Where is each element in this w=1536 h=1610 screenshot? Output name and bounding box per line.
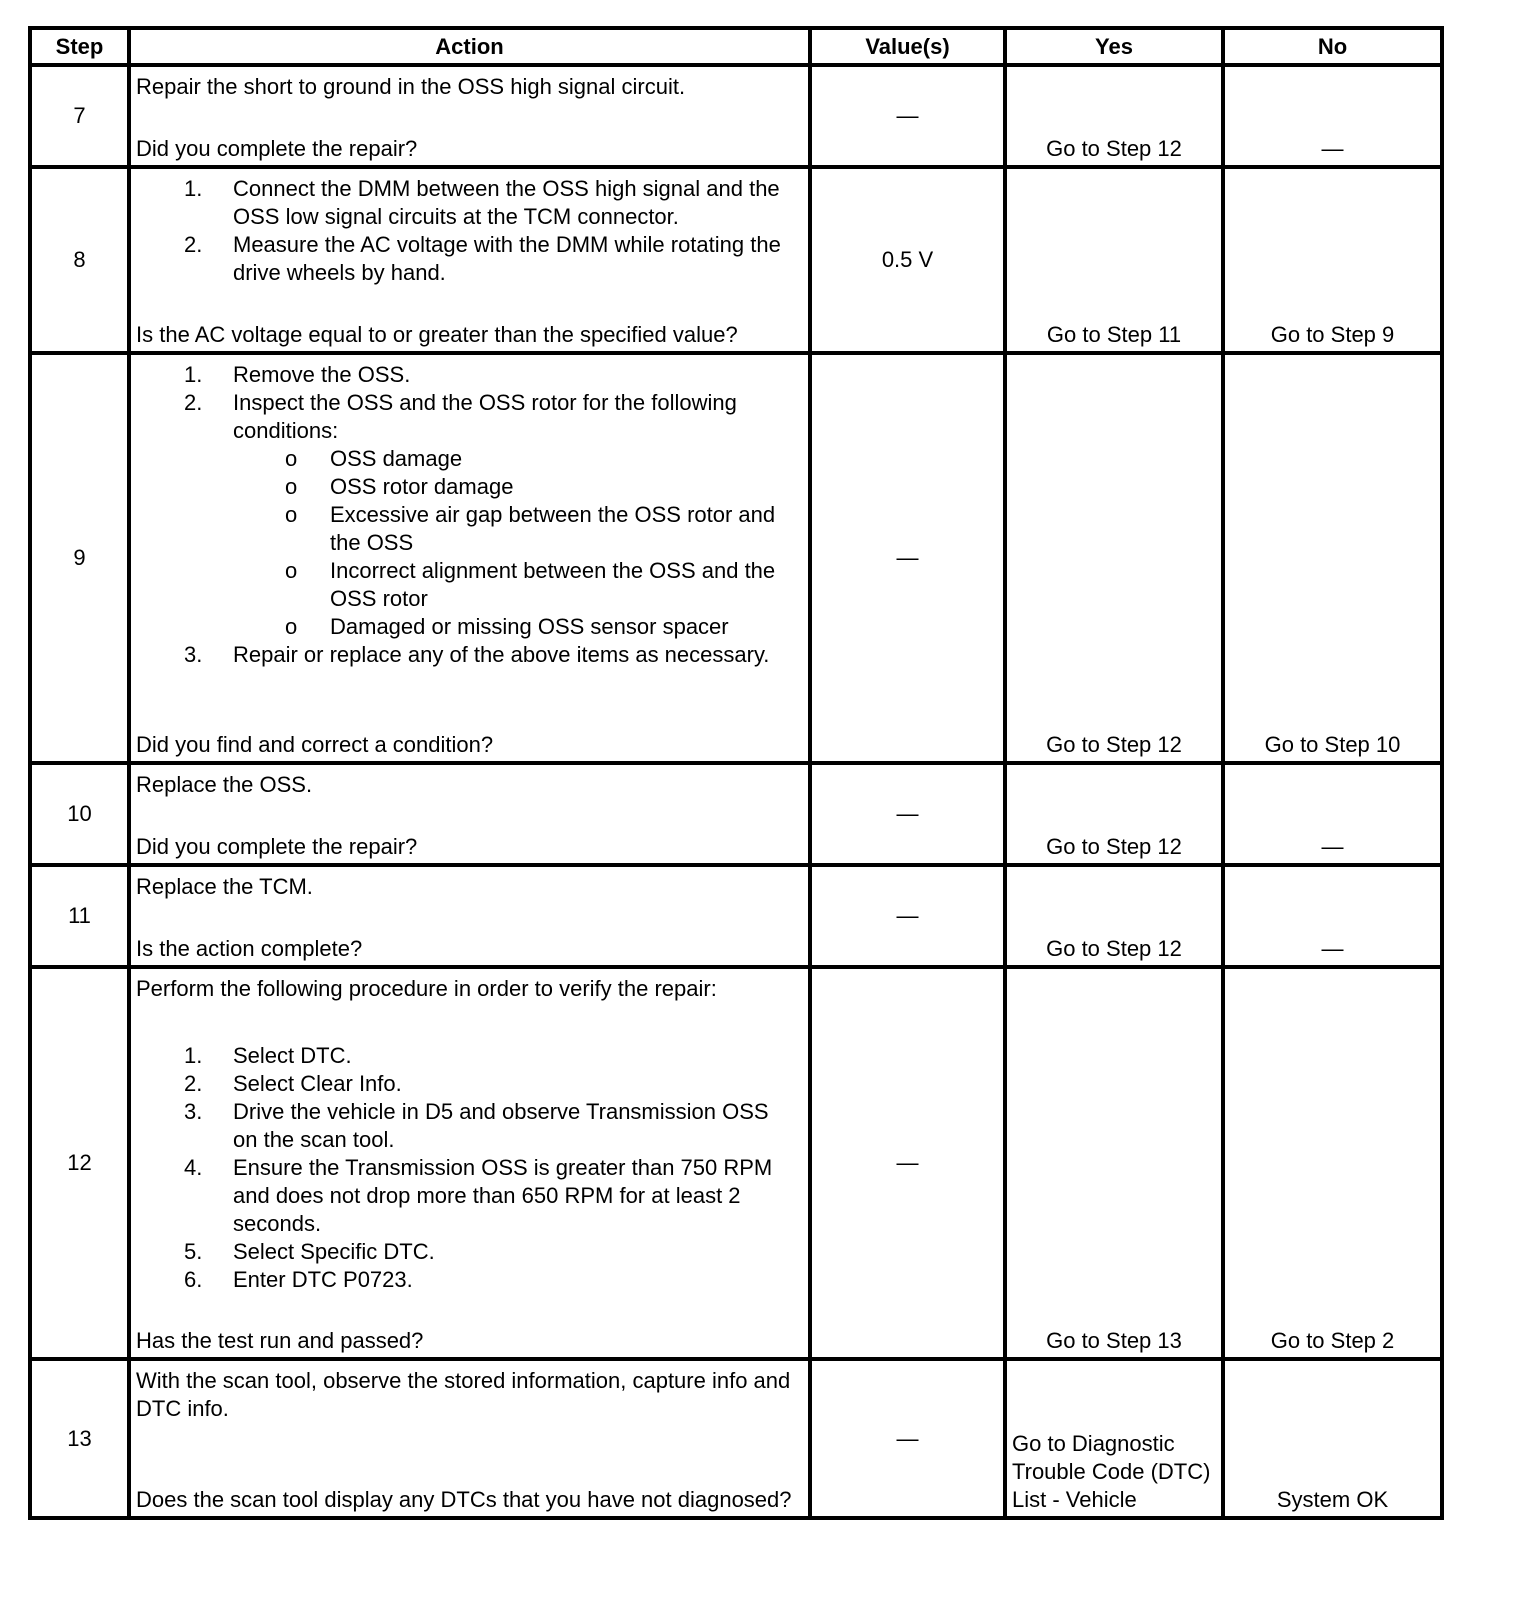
action-body [136, 73, 804, 101]
step-text: Repair or replace any of the above items as necessary. [233, 642, 770, 667]
step-index: 3. [184, 1099, 203, 1124]
step-text: Measure the AC voltage with the DMM while rotating the drive wheels by hand. [233, 232, 781, 285]
action-intro: Repair the short to ground in the OSS high signal circuit. [136, 74, 686, 99]
action-cell [129, 353, 810, 763]
procedure-step [136, 1238, 804, 1266]
table-row [30, 167, 1442, 353]
action-question: Did you find and correct a condition? [136, 732, 494, 757]
action-question: Has the test run and passed? [136, 1328, 424, 1353]
yes-result: Go to Step 12 [1005, 65, 1223, 167]
step-index: 1. [184, 362, 203, 387]
table-row [30, 967, 1442, 1359]
step-text: Enter DTC P0723. [233, 1267, 413, 1292]
action-content [136, 1367, 804, 1514]
action-content [136, 73, 804, 163]
step-index: 1. [184, 176, 203, 201]
step-text: Drive the vehicle in D5 and observe Transmission OSS on the scan tool. [233, 1099, 769, 1152]
action-cell [129, 865, 810, 967]
table-row [30, 865, 1442, 967]
action-content [136, 975, 804, 1355]
action-cell [129, 763, 810, 865]
table-row [30, 353, 1442, 763]
yes-result: Go to Step 13 [1005, 967, 1223, 1359]
procedure-step [136, 641, 804, 669]
procedure-step [136, 1070, 804, 1098]
action-body [136, 175, 804, 287]
header-row [30, 28, 1442, 65]
action-intro: Perform the following procedure in order to verify the repair: [136, 976, 717, 1001]
procedure-list [136, 1042, 804, 1294]
no-result: Go to Step 2 [1223, 967, 1442, 1359]
step-index: 5. [184, 1239, 203, 1264]
step-text: Inspect the OSS and the OSS rotor for the following conditions: [233, 390, 737, 443]
step-index: 2. [184, 232, 203, 257]
action-body [136, 1367, 804, 1423]
yes-result: Go to Step 12 [1005, 763, 1223, 865]
procedure-step [136, 1042, 804, 1070]
procedure-step [136, 389, 804, 641]
action-content [136, 771, 804, 861]
action-body [136, 771, 804, 799]
bullet-icon: o [285, 474, 298, 499]
condition-list [233, 445, 798, 641]
action-cell [129, 65, 810, 167]
action-question: Is the AC voltage equal to or greater than the specified value? [136, 322, 738, 347]
header-action: Action [129, 28, 810, 65]
value-cell: — [810, 865, 1005, 967]
value-cell: — [810, 967, 1005, 1359]
table-row [30, 763, 1442, 865]
action-intro: Replace the TCM. [136, 874, 313, 899]
value-cell: — [810, 1359, 1005, 1518]
action-content [136, 361, 804, 759]
step-index: 2. [184, 1071, 203, 1096]
diagnostic-table [28, 26, 1444, 1520]
condition-item [233, 473, 798, 501]
value-cell: — [810, 65, 1005, 167]
procedure-step [136, 1266, 804, 1294]
condition-text: OSS damage [330, 446, 463, 471]
no-result: System OK [1223, 1359, 1442, 1518]
procedure-step [136, 1154, 804, 1238]
step-text: Ensure the Transmission OSS is greater than 750 RPM and does not drop more than 650 RPM for at least 2 seconds. [233, 1155, 773, 1236]
header-step: Step [30, 28, 129, 65]
procedure-step [136, 361, 804, 389]
no-result: Go to Step 9 [1223, 167, 1442, 353]
step-number: 12 [30, 967, 129, 1359]
action-content [136, 175, 804, 349]
step-text: Connect the DMM between the OSS high signal and the OSS low signal circuits at the TCM connector. [233, 176, 780, 229]
step-text: Select DTC. [233, 1043, 352, 1068]
action-cell [129, 167, 810, 353]
procedure-step [136, 175, 804, 231]
step-number: 7 [30, 65, 129, 167]
step-number: 9 [30, 353, 129, 763]
step-text: Select Clear Info. [233, 1071, 402, 1096]
step-number: 10 [30, 763, 129, 865]
action-cell [129, 967, 810, 1359]
value-cell: 0.5 V [810, 167, 1005, 353]
action-question: Is the action complete? [136, 936, 363, 961]
bullet-icon: o [285, 614, 298, 639]
step-text: Remove the OSS. [233, 362, 411, 387]
header-no: No [1223, 28, 1442, 65]
bullet-icon: o [285, 558, 298, 583]
value-cell: — [810, 763, 1005, 865]
action-cell [129, 1359, 810, 1518]
table-row [30, 65, 1442, 167]
yes-result: Go to Diagnostic Trouble Code (DTC) List - Vehicle [1005, 1359, 1223, 1518]
value-cell: — [810, 353, 1005, 763]
header-yes: Yes [1005, 28, 1223, 65]
no-result: — [1223, 763, 1442, 865]
action-intro: Replace the OSS. [136, 772, 313, 797]
action-question: Did you complete the repair? [136, 834, 418, 859]
action-question: Did you complete the repair? [136, 136, 418, 161]
procedure-list [136, 175, 804, 287]
condition-text: Incorrect alignment between the OSS and the OSS rotor [330, 558, 776, 611]
step-number: 13 [30, 1359, 129, 1518]
no-result: — [1223, 865, 1442, 967]
no-result: — [1223, 65, 1442, 167]
procedure-step [136, 231, 804, 287]
action-intro: With the scan tool, observe the stored information, capture info and DTC info. [136, 1368, 791, 1421]
step-index: 2. [184, 390, 203, 415]
condition-item [233, 613, 798, 641]
step-index: 4. [184, 1155, 203, 1180]
action-body [136, 361, 804, 669]
step-text: Select Specific DTC. [233, 1239, 435, 1264]
condition-item [233, 445, 798, 473]
step-index: 6. [184, 1267, 203, 1292]
condition-text: Damaged or missing OSS sensor spacer [330, 614, 729, 639]
procedure-step [136, 1098, 804, 1154]
bullet-icon: o [285, 446, 298, 471]
action-body [136, 873, 804, 901]
header-values: Value(s) [810, 28, 1005, 65]
no-result: Go to Step 10 [1223, 353, 1442, 763]
step-index: 1. [184, 1043, 203, 1068]
step-index: 3. [184, 642, 203, 667]
condition-item [233, 501, 798, 557]
condition-text: OSS rotor damage [330, 474, 514, 499]
step-number: 11 [30, 865, 129, 967]
action-content [136, 873, 804, 963]
action-body [136, 975, 804, 1294]
bullet-icon: o [285, 502, 298, 527]
condition-item [233, 557, 798, 613]
action-question: Does the scan tool display any DTCs that you have not diagnosed? [136, 1487, 792, 1512]
step-number: 8 [30, 167, 129, 353]
yes-result: Go to Step 12 [1005, 353, 1223, 763]
yes-result: Go to Step 12 [1005, 865, 1223, 967]
yes-result: Go to Step 11 [1005, 167, 1223, 353]
procedure-list [136, 361, 804, 669]
table-row [30, 1359, 1442, 1518]
condition-text: Excessive air gap between the OSS rotor and the OSS [330, 502, 776, 555]
